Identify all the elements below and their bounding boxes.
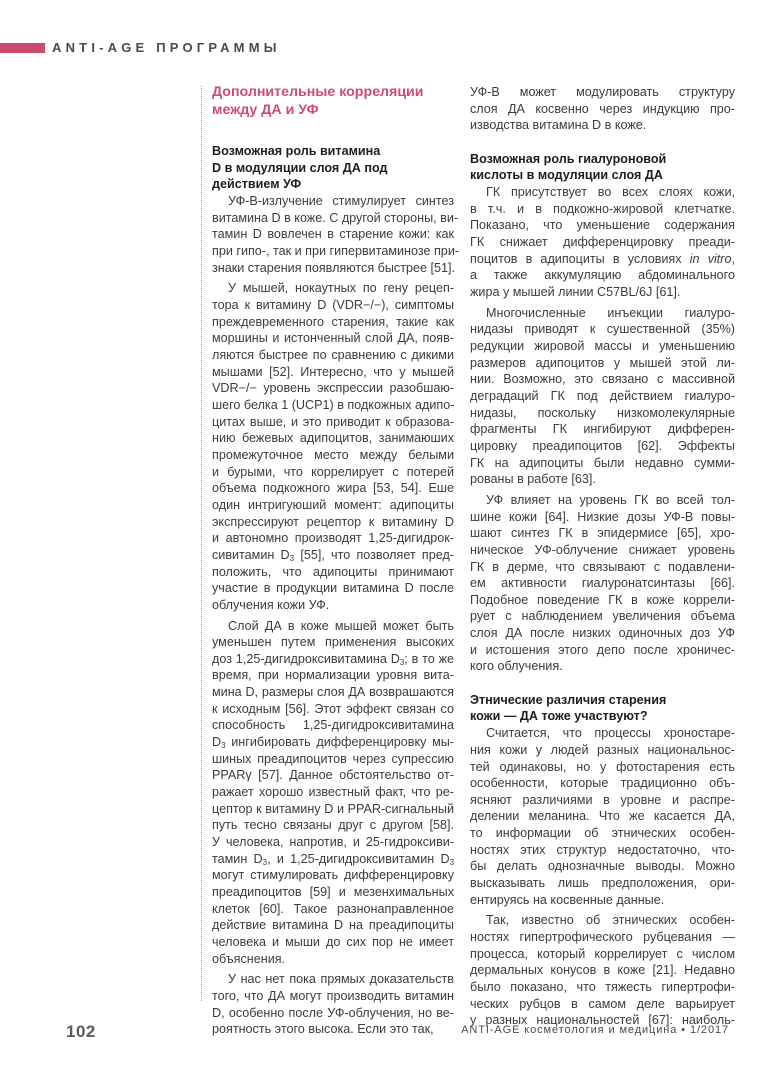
text-line: ГК снижает дифференцировку преади- bbox=[470, 235, 735, 250]
paragraph bbox=[470, 492, 735, 675]
text-line: шего белка 1 (UCP1) в подкожных адипо- bbox=[212, 397, 455, 412]
text-line: высказывать лишь предположения, ори- bbox=[470, 876, 735, 891]
text-line: тамин D вовлечен в старение кожи: как bbox=[212, 227, 454, 242]
heading-line: действием УФ bbox=[212, 177, 302, 192]
text-line: ляются быстрее по сравнению с дикими bbox=[212, 348, 454, 363]
text-line: У нас нет пока прямых доказательств bbox=[228, 972, 454, 987]
paragraph bbox=[212, 971, 454, 1038]
heading-line: между ДА и УФ bbox=[212, 101, 319, 118]
text-line: ясняют различиями в уровне и распре- bbox=[470, 792, 735, 807]
text-line: У человека, напротив, и 25-гидроксиви- bbox=[212, 835, 454, 850]
text-line: кого облучения. bbox=[470, 659, 563, 674]
text-line: в т.ч. и в подкожно-жировой клетчатке. bbox=[470, 201, 735, 216]
paragraph bbox=[212, 618, 454, 968]
text-line: рованы в работе [63]. bbox=[470, 472, 596, 487]
text-line: бы делать однозначные выводы. Можно bbox=[470, 859, 735, 874]
text-line: делении меланина. Что же касается ДА, bbox=[470, 809, 735, 824]
text-line: участие в продукции витамина D после bbox=[212, 581, 454, 596]
text-line: время, при нормализации уровня вита- bbox=[212, 668, 454, 683]
text-line: а также аккумуляцию абдоминального bbox=[470, 268, 735, 283]
text-line: роятность этого высока. Если это так, bbox=[212, 1022, 434, 1037]
text-line: доз 1,25-дигидроксивитамина $D_3$; в то же bbox=[212, 651, 454, 667]
section-accent-bar bbox=[0, 43, 45, 53]
text-line: шают синтез ГК в эпидермисе [65], хро- bbox=[470, 526, 735, 541]
paragraph bbox=[212, 280, 454, 613]
margin-dotted-rule bbox=[201, 86, 202, 1001]
paragraph bbox=[470, 912, 735, 1029]
heading-line: Этнические различия старения bbox=[470, 692, 667, 707]
left-column bbox=[212, 84, 460, 1038]
text-line: дермальных конусов в коже [21]. Недавно bbox=[470, 963, 735, 978]
text-line: PPARγ [57]. Данное обстоятельство от- bbox=[212, 768, 454, 783]
text-line: и бурыми, что коррелирует с потерей bbox=[212, 464, 454, 479]
heading-line: кожи — ДА тоже участвуют? bbox=[470, 709, 648, 724]
text-line: УФ влияет на уровень ГК во всей тол- bbox=[486, 492, 735, 507]
text-line: особенности, которые традиционно объ- bbox=[470, 776, 735, 791]
text-line: к исходным [56]. Этот эффект связан со bbox=[212, 701, 454, 716]
text-line: ническое УФ-облучение снижает уровень bbox=[470, 542, 735, 557]
section-title bbox=[212, 84, 454, 119]
text-line: объяснения. bbox=[212, 951, 286, 966]
text-line: промежуточное место между белыми bbox=[212, 447, 454, 462]
text-line: цептор к витамину D и PPAR-сигнальный bbox=[212, 801, 454, 816]
page-number: 102 bbox=[66, 1022, 96, 1041]
journal-footer: ANTI-AGE косметология и медицина • 1/2017 bbox=[461, 1024, 729, 1036]
text-line: сивитамин $D_3$ [55], что позволяет пред- bbox=[212, 547, 454, 563]
text-line: мышами [52]. Интересно, что у мышей bbox=[212, 364, 454, 379]
text-line: тамин $D_3$, и 1,25-дигидроксивитамин $D_3$ bbox=[212, 851, 455, 867]
heading-line: кислоты в модуляции слоя ДА bbox=[470, 168, 663, 183]
text-line: изводства витамина D в коже. bbox=[470, 118, 647, 133]
text-line: ражает хорошо известный факт, что ре- bbox=[212, 785, 454, 800]
text-line: того, что ДА могут производить витамин bbox=[212, 988, 454, 1003]
text-line: клеток [60]. Такое разнонаправленное bbox=[212, 901, 454, 916]
text-line: УФ-В может модулировать структуру bbox=[470, 85, 735, 99]
text-line: у разных национальностей [67]: наиболь- bbox=[470, 1013, 735, 1028]
text-line: ем активности гиалуронатсинтазы [66]. bbox=[470, 576, 735, 591]
text-line: Так, известно об этнических особен- bbox=[486, 913, 735, 928]
paragraph bbox=[212, 193, 460, 276]
heading-line: Дополнительные корреляции bbox=[212, 84, 424, 100]
text-line: VDR−/− уровень экспрессии разобшаю- bbox=[212, 381, 454, 396]
text-line: преждевременного старения, такие как bbox=[212, 314, 454, 329]
text-line: при гипо-, так и при гипервитаминозе при- bbox=[212, 244, 460, 259]
text-line: ческих рубцов в самом деле варьирует bbox=[470, 996, 735, 1011]
text-line: рует с наблюдением увеличения объема bbox=[470, 609, 735, 624]
text-line: положить, что адипоциты принимают bbox=[212, 564, 454, 579]
text-line: УФ-В-излучение стимулирует синтез bbox=[228, 194, 454, 209]
text-line: объема подкожного жира [53, 54]. Еше bbox=[212, 481, 454, 496]
paragraph bbox=[470, 184, 735, 301]
text-line: ГК на адипоциты были недавно сумми- bbox=[470, 455, 735, 470]
text-line: ентируясь на косвенные данные. bbox=[470, 892, 665, 907]
text-line: витамина D в коже. С другой стороны, ви- bbox=[212, 210, 459, 225]
text-line: нии. Возможно, это связано с массивной bbox=[470, 372, 735, 387]
text-line: то информации об этнических особен- bbox=[470, 826, 735, 841]
text-line: редукции жировой массы и уменьшению bbox=[470, 338, 735, 353]
text-line: D, особенно после УФ-облучения, но ве- bbox=[212, 1005, 454, 1020]
text-line: фрагменты ГК ингибируют дифферен- bbox=[470, 422, 735, 437]
text-line: тей одинаковы, но у фотостарения есть bbox=[470, 759, 735, 774]
text-line: ГК присутствует во всех слоях кожи, bbox=[486, 185, 735, 200]
subhead-ethnic-differences bbox=[470, 692, 735, 725]
text-line: деградаций ГК под действием гиалуро- bbox=[470, 388, 735, 403]
text-line: действие витамина D на преадипоциты bbox=[212, 918, 454, 933]
text-line: Многочисленные инъекции гиалуро- bbox=[486, 305, 735, 320]
text-line: нидазы приводят к сушественной (35%) bbox=[470, 322, 735, 337]
text-line: мина D, размеры слоя ДА возврашаются bbox=[212, 685, 454, 700]
text-line: тора к витамину D (VDR−/−), симптомы bbox=[212, 298, 454, 313]
text-line: цировку преадипоцитов [62]. Эффекты bbox=[470, 438, 735, 453]
text-line: ния кожи у людей разных национальнос- bbox=[470, 742, 735, 757]
heading-line: D в модуляции слоя ДА под bbox=[212, 160, 388, 175]
paragraph bbox=[470, 725, 735, 908]
text-line: ГК в дерме, что связывают с подавлени- bbox=[470, 559, 735, 574]
text-line: цитах выше, и это приводит к образова- bbox=[212, 414, 454, 429]
section-label: ANTI-AGE ПРОГРАММЫ bbox=[52, 40, 281, 55]
heading-line: Возможная роль гиалуроновой bbox=[470, 151, 667, 166]
text-line: У мышей, нокаутных по гену рецеп- bbox=[228, 281, 454, 296]
text-line: ностях гипертрофического рубцевания — bbox=[470, 930, 735, 945]
paragraph-continued bbox=[470, 84, 735, 134]
text-line: экспрессируют рецептор к витамину D bbox=[212, 514, 454, 529]
text-line: ностях этих структур недостаточно, что- bbox=[470, 842, 735, 857]
text-line: размеров адипоцитов у мышей этой ли- bbox=[470, 355, 735, 370]
text-line: Показано, что уменьшение содержания bbox=[470, 218, 735, 233]
text-line: было показано, что тяжесть гипертрофи- bbox=[470, 980, 735, 995]
text-line: Считается, что процессы хроностаре- bbox=[486, 726, 735, 741]
text-line: облучения кожи УФ. bbox=[212, 597, 330, 612]
text-line: шиных преадипоцитов через супрессию bbox=[212, 751, 454, 766]
text-line: поцитов в адипоциты в условиях in vitro, bbox=[470, 251, 736, 266]
text-line: один интригуюший момент: адипоциты bbox=[212, 497, 454, 512]
subhead-hyaluronic-acid bbox=[470, 151, 735, 184]
text-line: знаки старения появляются быстрее [51]. bbox=[212, 260, 455, 275]
text-line: нию бежевых адипоцитов, занимаюших bbox=[212, 431, 454, 446]
text-line: моршины и истонченный слой ДА, появ- bbox=[212, 331, 454, 346]
subhead-vitamin-d bbox=[212, 143, 454, 193]
text-line: шине кожи [64]. Низкие дозы УФ-В повы- bbox=[470, 509, 735, 524]
text-line: Слой ДА в коже мышей может быть bbox=[228, 618, 454, 633]
text-line: могут стимулировать дифференцировку bbox=[212, 868, 454, 883]
text-line: уменьшен путем применения высоких bbox=[212, 635, 454, 650]
text-line: $D_3$ ингибировать дифференцировку мы- bbox=[212, 735, 454, 751]
heading-line: Возможная роль витамина bbox=[212, 144, 381, 158]
text-line: путь тесно связаны друг с другом [58]. bbox=[212, 818, 454, 833]
text-line: человека и мыши до сих пор не имеет bbox=[212, 934, 454, 949]
right-column bbox=[470, 84, 735, 1029]
paragraph bbox=[470, 305, 735, 488]
text-line: Подобное поведение ГК в коже коррели- bbox=[470, 592, 735, 607]
text-line: и автономно производят 1,25-дигидрок- bbox=[212, 531, 454, 546]
text-line: процесса, который коррелирует с числом bbox=[470, 946, 735, 961]
text-line: жира у мышей линии C57BL/6J [61]. bbox=[470, 285, 681, 299]
text-line: и истошения этого депо после хроничес- bbox=[470, 642, 735, 657]
text-line: нидазы, поскольку низкомолекулярные bbox=[470, 405, 735, 420]
text-line: слоя ДА косвенно через индукцию про- bbox=[470, 101, 735, 116]
text-line: слоя ДА после низких одиночных доз УФ bbox=[470, 626, 735, 641]
text-line: способность 1,25-дигидроксивитамина bbox=[212, 718, 454, 733]
text-line: преадипоцитов [59] и мезенхимальных bbox=[212, 885, 454, 900]
